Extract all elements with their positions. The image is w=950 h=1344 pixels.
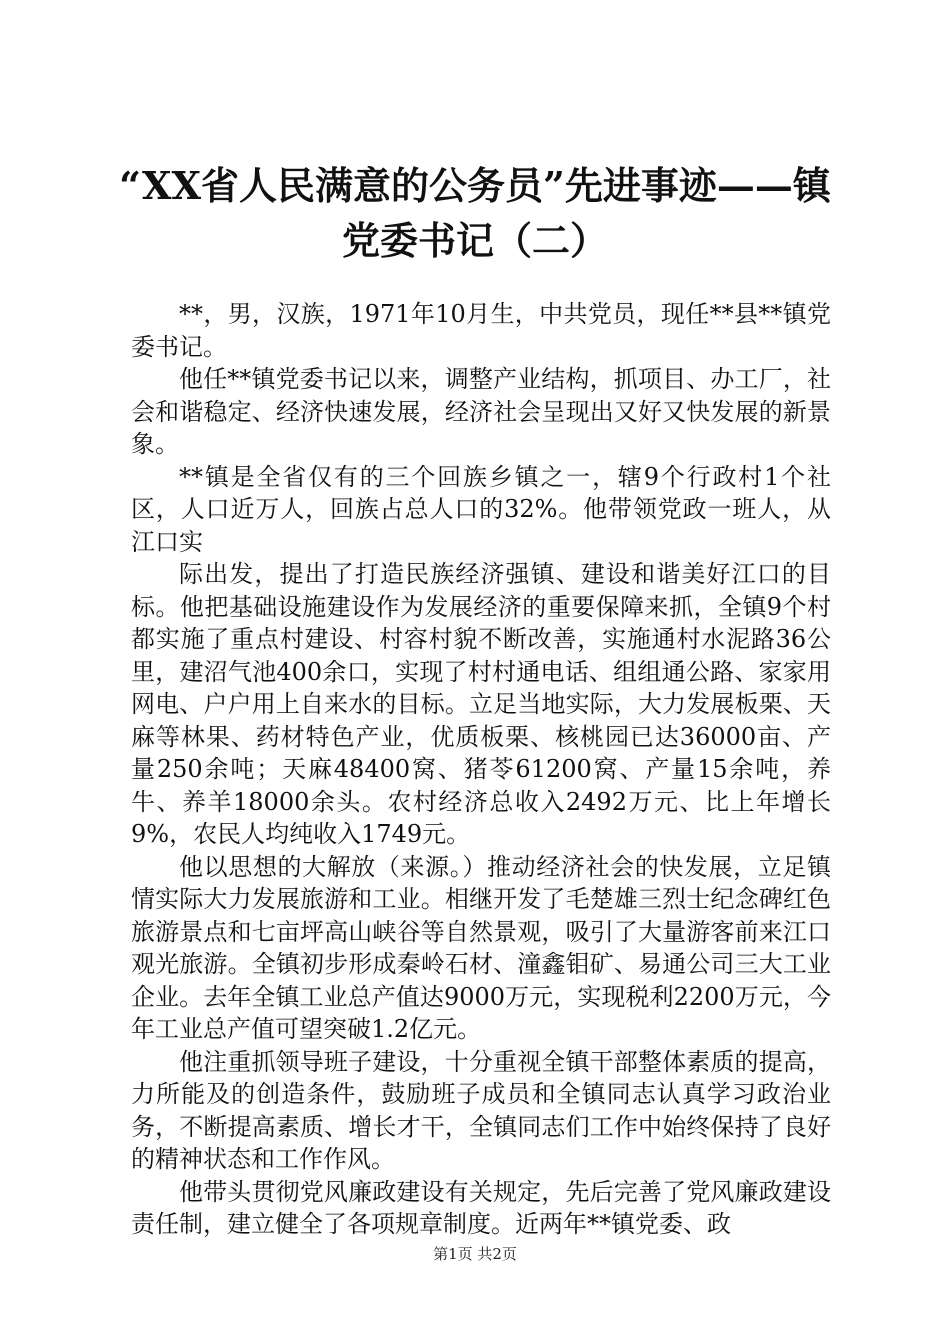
paragraph-tourism-industry: 他以思想的大解放（来源。）推动经济社会的快发展，立足镇情实际大力发展旅游和工业。相继开发了毛楚雄三烈士纪念碑红色旅游景点和七亩坪高山峡谷等自然景观，吸引了大量游客前来江口观光旅游。全镇初步形成秦岭石材、潼鑫钼矿、易通公司三大工业企业。去年全镇工业总产值达9000万元，实现税利2200万元，今年工业总产值可望突破1.2亿元。 xyxy=(131,852,831,1043)
paragraph-integrity: 他带头贯彻党风廉政建设有关规定，先后完善了党风廉政建设责任制，建立健全了各项规章制度。近两年**镇党委、政 xyxy=(131,1177,831,1238)
paragraph-infrastructure: 际出发，提出了打造民族经济强镇、建设和谐美好江口的目标。他把基础设施建设作为发展经济的重要保障来抓，全镇9个村都实施了重点村建设、村容村貌不断改善，实施通村水泥路36公里，建沼气池400余口，实现了村村通电话、组组通公路、家家用网电、户户用上自来水的目标。立足当地实际，大力发展板栗、天麻等林果、药材特色产业，优质板栗、核桃园已达36000亩、产量250余吨；天麻48400窝、猪苓61200窝、产量15余吨，养牛、养羊18000余头。农村经济总收入2492万元、比上年增长9%，农民人均纯收入1749元。 xyxy=(131,560,831,848)
document-title-line-2: 党委书记（二） xyxy=(341,218,608,263)
paragraph-achievements: 他任**镇党委书记以来，调整产业结构，抓项目、办工厂，社会和谐稳定、经济快速发展，经济社会呈现出又好又快发展的新景象。 xyxy=(131,365,831,458)
page-number-footer: 第1页 共2页 xyxy=(433,1245,517,1263)
document-body xyxy=(131,298,831,1241)
paragraph-leadership: 他注重抓领导班子建设，十分重视全镇干部整体素质的提高，力所能及的创造条件，鼓励班子成员和全镇同志认真学习政治业务，不断提高素质、增长才干，全镇同志们工作中始终保持了良好的精神状态和工作作风。 xyxy=(131,1047,831,1173)
paragraph-town-overview: **镇是全省仅有的三个回族乡镇之一，辖9个行政村1个社区，人口近万人，回族占总人口的32%。他带领党政一班人，从江口实 xyxy=(131,462,831,556)
paragraph-intro: **，男，汉族，1971年10月生，中共党员，现任**县**镇党委书记。 xyxy=(131,300,831,361)
document-title-line-1: “XX省人民满意的公务员”先进事迹——镇 xyxy=(119,163,831,208)
